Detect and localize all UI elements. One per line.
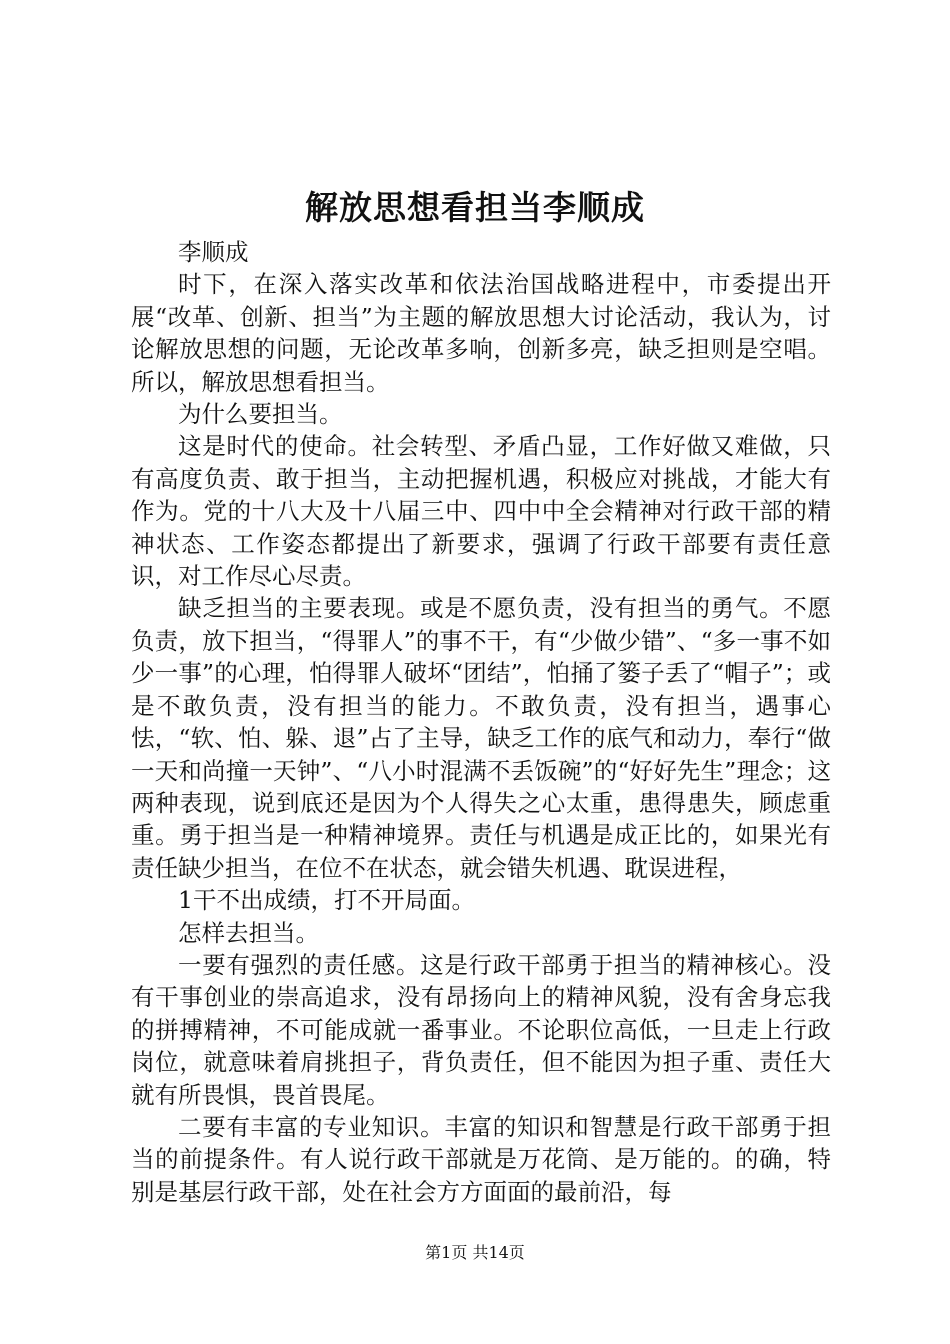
paragraph: 二要有丰富的专业知识。丰富的知识和智慧是行政干部勇于担当的前提条件。有人说行政干部就是万花筒、是万能的。的确，特别是基层行政干部，处在社会方方面面的最前沿，每 (131, 1112, 831, 1206)
paragraph: 这是时代的使命。社会转型、矛盾凸显，工作好做又难做，只有高度负责、敢于担当，主动把握机遇，积极应对挑战，才能大有作为。党的十八大及十八届三中、四中中全会精神对行政干部的精神状态、工作姿态都提出了新要求，强调了行政干部要有责任意识，对工作尽心尽责。 (131, 432, 831, 591)
paragraph: 1干不出成绩，打不开局面。 (178, 886, 475, 915)
page-footer: 第1页 共14页 (425, 1243, 525, 1262)
section-heading: 怎样去担当。 (178, 918, 319, 947)
paragraph: 一要有强烈的责任感。这是行政干部勇于担当的精神核心。没有干事创业的崇高追求，没有昂扬向上的精神风貌，没有舍身忘我的拼搏精神，不可能成就一番事业。不论职位高低，一旦走上行政岗位，就意味着肩挑担子，背负责任，但不能因为担子重、责任大就有所畏惧，畏首畏尾。 (131, 950, 831, 1109)
paragraph: 缺乏担当的主要表现。或是不愿负责，没有担当的勇气。不愿负责，放下担当，“得罪人”的事不干，有“少做少错”、“多一事不如少一事”的心理，怕得罪人破坏“团结”，怕捅了篓子丢了“帽子”；或是不敢负责，没有担当的能力。不敢负责，没有担当，遇事心怯，“软、怕、躲、退”占了主导，缺乏工作的底气和动力，奉行“做一天和尚撞一天钟”、“八小时混满不丢饭碗”的“好好先生”理念；这两种表现，说到底还是因为个人得失之心太重，患得患失，顾虑重重。勇于担当是一种精神境界。责任与机遇是成正比的，如果光有责任缺少担当，在位不在状态，就会错失机遇、耽误进程， (131, 594, 831, 882)
section-heading: 为什么要担当。 (178, 400, 343, 429)
document-body (131, 236, 831, 1208)
paragraph-author: 李顺成 (178, 238, 249, 266)
paragraph: 时下，在深入落实改革和依法治国战略进程中，市委提出开展“改革、创新、担当”为主题的解放思想大讨论活动，我认为，讨论解放思想的问题，无论改革多响，创新多亮，缺乏担则是空唱。所以，解放思想看担当。 (131, 270, 831, 396)
document-title: 解放思想看担当李顺成 (305, 188, 645, 227)
